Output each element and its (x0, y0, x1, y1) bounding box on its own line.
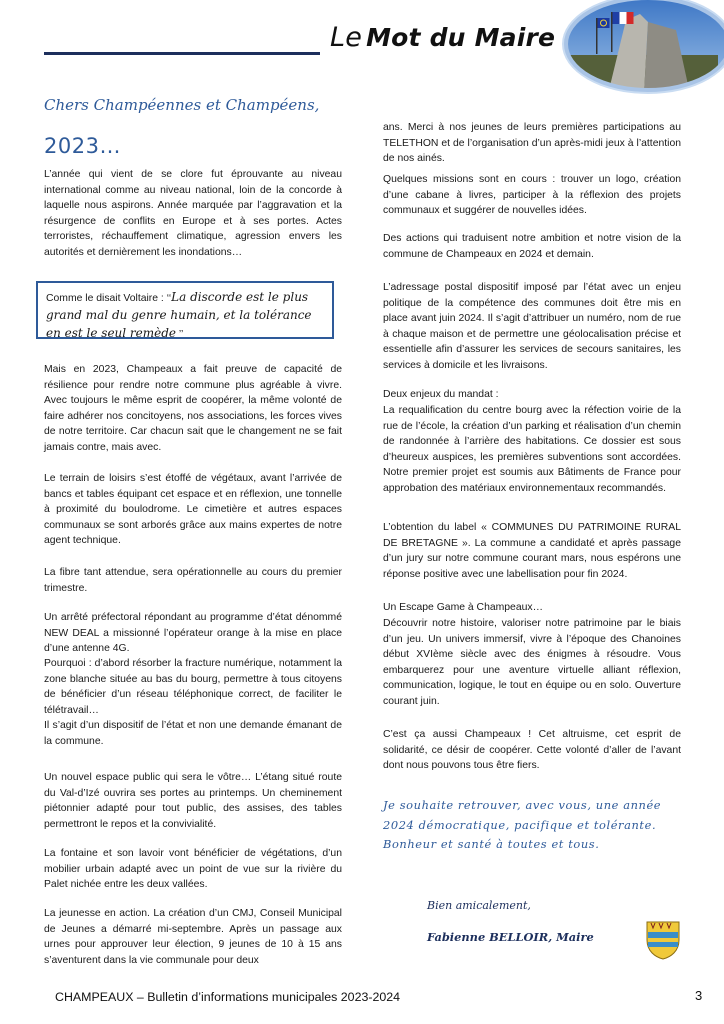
paragraph: Le terrain de loisirs s’est étoffé de végétaux, avant l’arrivée de bancs et tables équipant cet espace et en réflexion, une tonnelle à proximité du boulodrome. Le cimetière et autres espaces communaux se sont arborés grâce aux mains expertes de notre agent technique. (44, 473, 342, 547)
paragraph: Découvrir notre histoire, valoriser notre patrimoine par le biais d’un jeu. Un univers immersif, vivre à l’époque des Chanoines début XVIème siècle avec des énigmes à résoudre. Vous embarquerez pour une aventure virtuelle alliant réflexion, communication, logique, le tout en équipe ou en solo. Ouverture courant juin. (383, 618, 681, 707)
quote-text: La discorde est le plus grand mal du genre humain, et la tolérance en est le seul remède (46, 290, 312, 340)
town-crest-icon (645, 920, 681, 960)
paragraph: Deux enjeux du mandat : (383, 389, 499, 400)
page-title: Le Mot du Maire (330, 22, 556, 53)
letter-year: 2023… (44, 134, 121, 158)
paragraph-highlight: Des actions qui traduisent notre ambition et notre vision de la commune de Champeaux en 2024 et demain. (383, 233, 681, 260)
paragraph: La fontaine et son lavoir vont bénéficier de végétations, d’un mobilier urbain adapté avec un point de vue sur la rivière du Palet nichée entre les deux vallées. (44, 848, 342, 891)
paragraph: Pourquoi : d’abord résorber la fracture numérique, notamment la zone blanche située au bas du bourg, permettre à tous citoyens de bénéficier d’un réseau téléphonique correct, de faciliter le télétravail… (44, 658, 342, 716)
sign-off: Bien amicalement, (427, 899, 531, 912)
quote-close: ’’ (176, 329, 184, 340)
header-rule (44, 52, 320, 55)
quote-intro: Comme le disait Voltaire : ‘‘ (46, 293, 172, 304)
monument-photo-icon (548, 0, 724, 94)
paragraph: L’année qui vient de se clore fut éprouvante au niveau international comme au niveau national, loin de la concorde à laquelle nous aspirons. Année marquée par l’aggravation et la résurgence de conflits en Europe et à ses portes. Actes terroristes, réchauffement climatique, agression envers les autorités et dernièrement les inondations… (44, 169, 342, 258)
paragraph: ans. Merci à nos jeunes de leurs premières participations au TELETHON et de l’organisation d’un après-midi jeux à l’attention de nos ainés. (383, 122, 681, 165)
paragraph: L’adressage postal dispositif imposé par l’état avec un enjeu politique de la compétence des communes doit être mis en place avant juin 2024. Il s’agit d’attribuer un numéro, nom de rue à chaque maison et de permettre une géolocalisation précise et essentielle afin d’assurer les services de secours sanitaires, les services à domicile et les livraisons. (383, 282, 681, 371)
voltaire-quote (36, 281, 334, 339)
paragraph: Un arrêté préfectoral répondant au programme d’état dénommé NEW DEAL a missionné l’opérateur orange à la mise en place d’une antenne 4G. (44, 612, 342, 655)
header-photo (548, 0, 724, 94)
paragraph: Un nouvel espace public qui sera le vôtre… L’étang situé route du Val-d’Izé ouvrira ses portes au printemps. Un cheminement piétonnier adapté pour tout public, des assises, des tables permettront le repos et la convivialité. (44, 772, 342, 830)
paragraph: La requalification du centre bourg avec la réfection voirie de la rue de l’école, la création d’un parking et réalisation d’un chemin de randonnée à l’arrière des habitations. Ce dossier est sous d’heureux auspices, les premières subventions sont accordées. Notre premier projet est soumis aux Bâtiments de France pour approbation des matériaux environnementaux recommandés. (383, 405, 681, 494)
signature: Fabienne BELLOIR, Maire (427, 930, 594, 944)
paragraph: L’obtention du label « COMMUNES DU PATRIMOINE RURAL DE BRETAGNE ». La commune a candidaté et après passage d’un jury sur notre commune courant mars, nous espérons une réponse positive avec une labellisation pour fin 2024. (383, 522, 681, 580)
page-header (0, 0, 724, 90)
paragraph: Il s’agit d’un dispositif de l’état et non une demande émanant de la commune. (44, 720, 342, 747)
paragraph: La fibre tant attendue, sera opérationnelle au cours du premier trimestre. (44, 567, 342, 594)
paragraph: La jeunesse en action. La création d’un CMJ, Conseil Municipal de Jeunes a démarré mi-septembre. Après un passage aux urnes pour approuver leur élection, 9 jeunes de 10 à 15 ans s’aventurent dans la vie communale pour deux (44, 908, 342, 966)
page-number: 3 (695, 988, 703, 1003)
paragraph: Un Escape Game à Champeaux… (383, 602, 543, 613)
letter-greeting: Chers Champéennes et Champéens, (44, 96, 320, 114)
paragraph: C’est ça aussi Champeaux ! Cet altruisme, cet esprit de solidarité, ce désir de coopérer. Cette volonté d’aller de l’avant dont nous pouvons tous être fiers. (383, 729, 681, 772)
closing-wishes: Je souhaite retrouver, avec vous, une année 2024 démocratique, pacifique et tolérante. Bonheur et santé à toutes et tous. (383, 798, 662, 851)
paragraph: Quelques missions sont en cours : trouver un logo, création d’une cabane à livres, participer à la réflexion des projets communaux et suggérer de nouvelles idées. (383, 174, 681, 217)
footer-text: CHAMPEAUX – Bulletin d’informations municipales 2023-2024 (55, 990, 401, 1004)
paragraph: Mais en 2023, Champeaux a fait preuve de capacité de résilience pour rendre notre commune plus agréable à vivre. Avec toujours le même esprit de coopérer, la même volonté de faire adhérer nos concitoyens, nos associations, les forces vives de notre territoire. Car chacun sait que le changement ne se fait jamais contre, mais avec. (44, 364, 342, 453)
